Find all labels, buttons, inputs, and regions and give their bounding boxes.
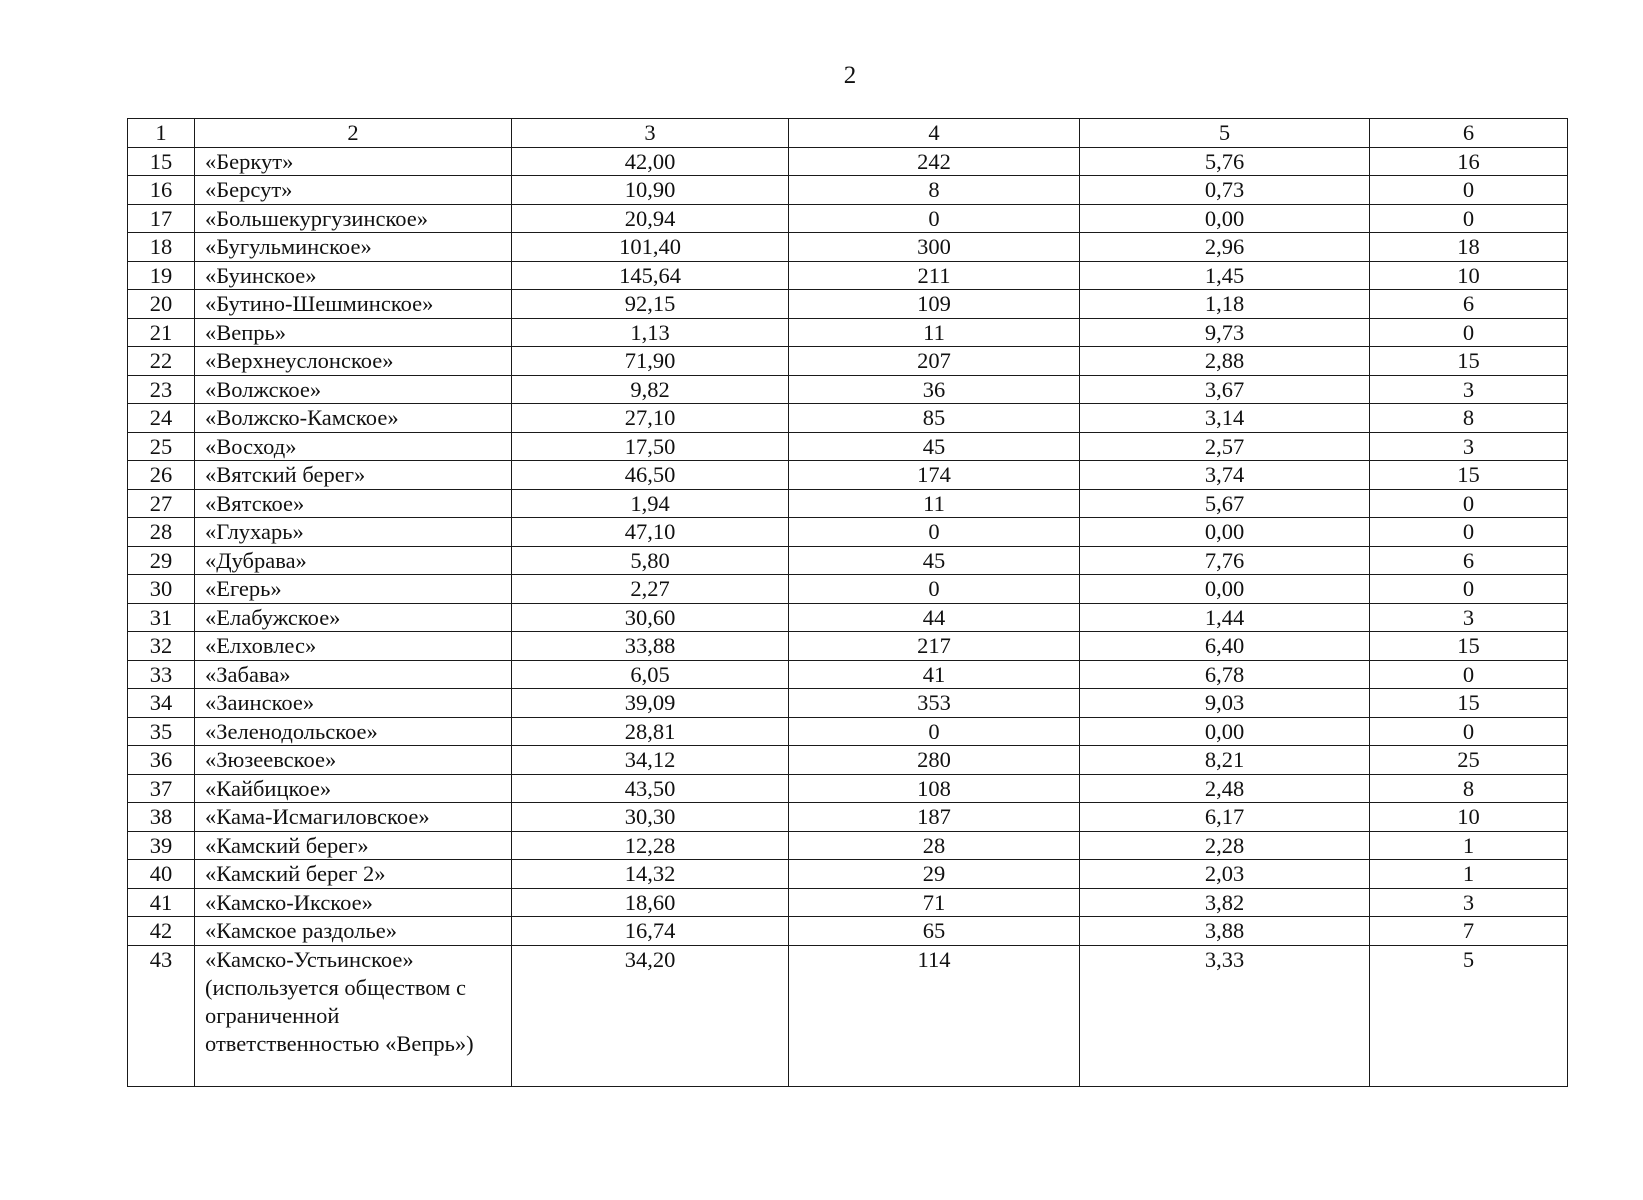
row-col6: 7 [1370, 917, 1568, 946]
row-number: 37 [128, 774, 195, 803]
row-number: 24 [128, 404, 195, 433]
table-row [128, 233, 1568, 262]
row-col4: 242 [789, 147, 1080, 176]
table-row [128, 147, 1568, 176]
row-col4: 36 [789, 375, 1080, 404]
table-row [128, 831, 1568, 860]
row-name: «Зеленодольское» [195, 717, 512, 746]
row-col5: 1,45 [1080, 261, 1370, 290]
row-col4: 85 [789, 404, 1080, 433]
row-col6: 0 [1370, 176, 1568, 205]
row-col4: 71 [789, 888, 1080, 917]
row-col5: 2,48 [1080, 774, 1370, 803]
table-row [128, 375, 1568, 404]
row-col6: 0 [1370, 318, 1568, 347]
row-col4: 44 [789, 603, 1080, 632]
row-col4: 300 [789, 233, 1080, 262]
row-col5: 8,21 [1080, 746, 1370, 775]
row-col4: 187 [789, 803, 1080, 832]
row-name: «Камско-Икское» [195, 888, 512, 917]
row-col6: 16 [1370, 147, 1568, 176]
header-cell-2: 2 [195, 119, 512, 148]
row-col4: 0 [789, 717, 1080, 746]
row-col3: 14,32 [512, 860, 789, 889]
row-col3: 47,10 [512, 518, 789, 547]
table-row [128, 860, 1568, 889]
row-col5: 2,57 [1080, 432, 1370, 461]
row-col5: 0,73 [1080, 176, 1370, 205]
row-col6: 0 [1370, 518, 1568, 547]
row-name: «Вятское» [195, 489, 512, 518]
row-col4: 65 [789, 917, 1080, 946]
row-col6: 15 [1370, 347, 1568, 376]
row-col5: 6,78 [1080, 660, 1370, 689]
table-row [128, 945, 1568, 1086]
table-row [128, 689, 1568, 718]
row-number: 38 [128, 803, 195, 832]
row-col5: 7,76 [1080, 546, 1370, 575]
row-number: 34 [128, 689, 195, 718]
row-number: 20 [128, 290, 195, 319]
row-col4: 41 [789, 660, 1080, 689]
row-col4: 0 [789, 204, 1080, 233]
row-number: 22 [128, 347, 195, 376]
row-col5: 3,67 [1080, 375, 1370, 404]
row-col4: 8 [789, 176, 1080, 205]
header-cell-5: 5 [1080, 119, 1370, 148]
row-col6: 0 [1370, 660, 1568, 689]
row-number: 36 [128, 746, 195, 775]
row-number: 26 [128, 461, 195, 490]
row-number: 15 [128, 147, 195, 176]
row-number: 32 [128, 632, 195, 661]
row-col6: 15 [1370, 689, 1568, 718]
table-row [128, 746, 1568, 775]
row-name: «Камское раздолье» [195, 917, 512, 946]
row-col4: 211 [789, 261, 1080, 290]
row-col3: 18,60 [512, 888, 789, 917]
row-col5: 1,18 [1080, 290, 1370, 319]
row-col5: 3,74 [1080, 461, 1370, 490]
data-table [127, 118, 1568, 1087]
row-col5: 6,17 [1080, 803, 1370, 832]
row-col3: 1,13 [512, 318, 789, 347]
table-row [128, 489, 1568, 518]
header-cell-1: 1 [128, 119, 195, 148]
table-row [128, 546, 1568, 575]
row-col5: 3,14 [1080, 404, 1370, 433]
row-number: 33 [128, 660, 195, 689]
row-col6: 5 [1370, 945, 1568, 1086]
row-col6: 3 [1370, 888, 1568, 917]
row-col6: 8 [1370, 404, 1568, 433]
row-col6: 3 [1370, 603, 1568, 632]
table-row [128, 603, 1568, 632]
row-name-line: ограниченной [205, 1002, 340, 1028]
row-name: «Вятский берег» [195, 461, 512, 490]
row-col4: 109 [789, 290, 1080, 319]
row-name [195, 945, 512, 1086]
table-row [128, 803, 1568, 832]
row-col5: 5,67 [1080, 489, 1370, 518]
row-col4: 45 [789, 546, 1080, 575]
row-number: 31 [128, 603, 195, 632]
row-col3: 17,50 [512, 432, 789, 461]
row-col3: 20,94 [512, 204, 789, 233]
row-number: 17 [128, 204, 195, 233]
table-row [128, 774, 1568, 803]
row-col5: 0,00 [1080, 518, 1370, 547]
row-col3: 27,10 [512, 404, 789, 433]
row-number: 41 [128, 888, 195, 917]
row-col6: 0 [1370, 204, 1568, 233]
row-name: «Вепрь» [195, 318, 512, 347]
row-col4: 217 [789, 632, 1080, 661]
row-col5: 3,88 [1080, 917, 1370, 946]
row-col5: 2,88 [1080, 347, 1370, 376]
table-row [128, 290, 1568, 319]
table-row [128, 518, 1568, 547]
row-number: 30 [128, 575, 195, 604]
row-name: «Беркут» [195, 147, 512, 176]
row-col3: 16,74 [512, 917, 789, 946]
row-name: «Бугульминское» [195, 233, 512, 262]
row-col3: 30,60 [512, 603, 789, 632]
row-col3: 71,90 [512, 347, 789, 376]
row-name: «Елабужское» [195, 603, 512, 632]
row-number: 40 [128, 860, 195, 889]
row-number: 16 [128, 176, 195, 205]
row-name: «Восход» [195, 432, 512, 461]
row-col3: 5,80 [512, 546, 789, 575]
row-number: 18 [128, 233, 195, 262]
row-col3: 101,40 [512, 233, 789, 262]
row-col5: 3,82 [1080, 888, 1370, 917]
row-name-line: ответственностью «Вепрь») [205, 1030, 474, 1056]
row-col4: 29 [789, 860, 1080, 889]
row-number: 29 [128, 546, 195, 575]
row-col6: 15 [1370, 461, 1568, 490]
row-col3: 43,50 [512, 774, 789, 803]
table-row [128, 461, 1568, 490]
row-name: «Заинское» [195, 689, 512, 718]
table-row [128, 347, 1568, 376]
row-col6: 3 [1370, 375, 1568, 404]
header-row [128, 119, 1568, 148]
row-col3: 92,15 [512, 290, 789, 319]
row-name: «Берсут» [195, 176, 512, 205]
table-row [128, 717, 1568, 746]
row-name: «Большекургузинское» [195, 204, 512, 233]
row-col4: 280 [789, 746, 1080, 775]
row-col4: 207 [789, 347, 1080, 376]
row-col5: 2,96 [1080, 233, 1370, 262]
row-col5: 3,33 [1080, 945, 1370, 1086]
row-col4: 11 [789, 489, 1080, 518]
row-col3: 34,12 [512, 746, 789, 775]
row-col4: 28 [789, 831, 1080, 860]
row-number: 35 [128, 717, 195, 746]
row-col6: 0 [1370, 489, 1568, 518]
row-name: «Забава» [195, 660, 512, 689]
row-name: «Камский берег» [195, 831, 512, 860]
table-row [128, 575, 1568, 604]
row-col4: 353 [789, 689, 1080, 718]
row-name: «Кама-Исмагиловское» [195, 803, 512, 832]
row-col3: 6,05 [512, 660, 789, 689]
row-name-line: «Камско-Устьинское» [205, 946, 414, 972]
row-col6: 1 [1370, 860, 1568, 889]
row-number: 43 [128, 945, 195, 1086]
table-row [128, 660, 1568, 689]
table-row [128, 204, 1568, 233]
table-row [128, 176, 1568, 205]
row-col6: 10 [1370, 261, 1568, 290]
row-number: 27 [128, 489, 195, 518]
row-col3: 42,00 [512, 147, 789, 176]
row-name: «Кайбицкое» [195, 774, 512, 803]
row-col5: 2,03 [1080, 860, 1370, 889]
row-col3: 28,81 [512, 717, 789, 746]
row-col4: 0 [789, 575, 1080, 604]
row-name: «Елховлес» [195, 632, 512, 661]
row-col4: 114 [789, 945, 1080, 1086]
row-name: «Зюзеевское» [195, 746, 512, 775]
row-col4: 174 [789, 461, 1080, 490]
row-col4: 45 [789, 432, 1080, 461]
row-number: 23 [128, 375, 195, 404]
row-col3: 34,20 [512, 945, 789, 1086]
row-col5: 6,40 [1080, 632, 1370, 661]
row-number: 19 [128, 261, 195, 290]
row-col6: 10 [1370, 803, 1568, 832]
header-cell-4: 4 [789, 119, 1080, 148]
row-name: «Бутино-Шешминское» [195, 290, 512, 319]
row-col3: 2,27 [512, 575, 789, 604]
row-col3: 10,90 [512, 176, 789, 205]
row-name: «Волжское» [195, 375, 512, 404]
row-col3: 30,30 [512, 803, 789, 832]
row-col6: 1 [1370, 831, 1568, 860]
row-col4: 11 [789, 318, 1080, 347]
row-name: «Глухарь» [195, 518, 512, 547]
row-col5: 2,28 [1080, 831, 1370, 860]
row-col5: 0,00 [1080, 575, 1370, 604]
row-col3: 12,28 [512, 831, 789, 860]
row-col4: 0 [789, 518, 1080, 547]
row-name: «Дубрава» [195, 546, 512, 575]
row-col3: 39,09 [512, 689, 789, 718]
row-name: «Волжско-Камское» [195, 404, 512, 433]
row-col6: 0 [1370, 717, 1568, 746]
row-name-line: (используется обществом с [205, 974, 466, 1000]
row-name: «Камский берег 2» [195, 860, 512, 889]
row-number: 42 [128, 917, 195, 946]
row-number: 28 [128, 518, 195, 547]
header-cell-6: 6 [1370, 119, 1568, 148]
row-col3: 33,88 [512, 632, 789, 661]
row-col6: 3 [1370, 432, 1568, 461]
row-col6: 25 [1370, 746, 1568, 775]
row-col5: 1,44 [1080, 603, 1370, 632]
row-col3: 9,82 [512, 375, 789, 404]
table-row [128, 917, 1568, 946]
row-name: «Буинское» [195, 261, 512, 290]
row-number: 39 [128, 831, 195, 860]
row-name: «Верхнеуслонское» [195, 347, 512, 376]
row-col5: 0,00 [1080, 717, 1370, 746]
table-row [128, 318, 1568, 347]
table-row [128, 404, 1568, 433]
table-body [128, 119, 1568, 1087]
row-col6: 6 [1370, 546, 1568, 575]
row-col6: 8 [1370, 774, 1568, 803]
row-name: «Егерь» [195, 575, 512, 604]
row-col3: 145,64 [512, 261, 789, 290]
row-col4: 108 [789, 774, 1080, 803]
row-col6: 15 [1370, 632, 1568, 661]
row-col3: 1,94 [512, 489, 789, 518]
row-col5: 9,03 [1080, 689, 1370, 718]
row-col3: 46,50 [512, 461, 789, 490]
table-row [128, 632, 1568, 661]
header-cell-3: 3 [512, 119, 789, 148]
row-col5: 5,76 [1080, 147, 1370, 176]
row-number: 21 [128, 318, 195, 347]
table-row [128, 261, 1568, 290]
row-col6: 0 [1370, 575, 1568, 604]
row-col5: 9,73 [1080, 318, 1370, 347]
page-number: 2 [843, 62, 857, 89]
row-col5: 0,00 [1080, 204, 1370, 233]
row-number: 25 [128, 432, 195, 461]
row-col6: 18 [1370, 233, 1568, 262]
table-row [128, 888, 1568, 917]
row-col6: 6 [1370, 290, 1568, 319]
table-row [128, 432, 1568, 461]
